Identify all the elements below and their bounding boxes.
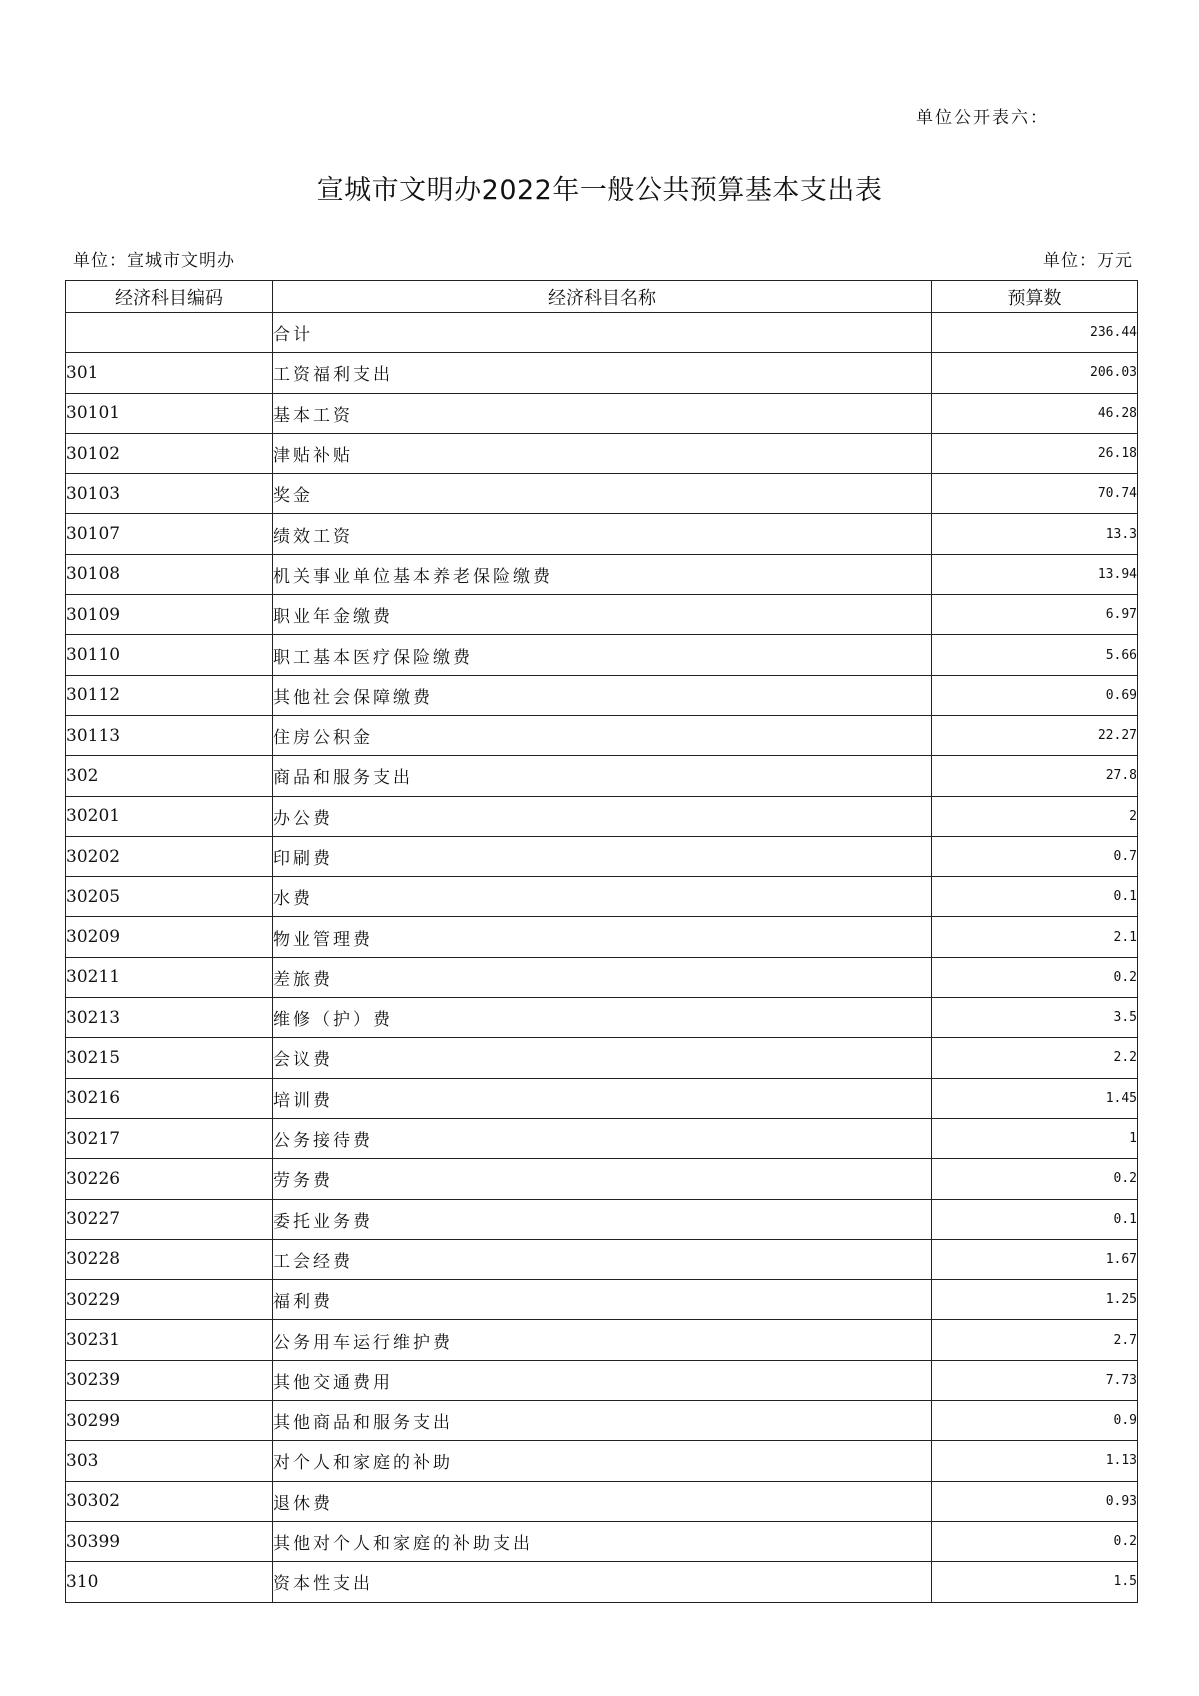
- table-row: [66, 1159, 1138, 1199]
- unit-organization: 单位：宣城市文明办: [73, 251, 235, 271]
- cell-name: 职工基本医疗保险缴费: [273, 635, 932, 675]
- cell-amount: 1.67: [932, 1239, 1138, 1279]
- cell-amount: 70.74: [932, 474, 1138, 514]
- cell-code: 30110: [66, 635, 273, 675]
- cell-amount: 13.94: [932, 554, 1138, 594]
- unit-currency: 单位：万元: [1043, 251, 1133, 271]
- cell-name: 公务接待费: [273, 1118, 932, 1158]
- cell-code: 30102: [66, 433, 273, 473]
- table-row: [66, 1562, 1138, 1602]
- table-row: [66, 1441, 1138, 1481]
- cell-name: 办公费: [273, 796, 932, 836]
- cell-amount: 5.66: [932, 635, 1138, 675]
- cell-amount: 2.2: [932, 1038, 1138, 1078]
- table-row: [66, 675, 1138, 715]
- cell-code: 30109: [66, 595, 273, 635]
- cell-amount: 1: [932, 1118, 1138, 1158]
- cell-name: 基本工资: [273, 393, 932, 433]
- cell-name: 水费: [273, 877, 932, 917]
- cell-amount: 0.9: [932, 1401, 1138, 1441]
- cell-amount: 0.1: [932, 877, 1138, 917]
- cell-name: 差旅费: [273, 957, 932, 997]
- cell-code: 30101: [66, 393, 273, 433]
- cell-amount: 46.28: [932, 393, 1138, 433]
- cell-code: 30103: [66, 474, 273, 514]
- cell-amount: 7.73: [932, 1360, 1138, 1400]
- table-row: [66, 836, 1138, 876]
- table-row: [66, 1401, 1138, 1441]
- cell-amount: 0.1: [932, 1199, 1138, 1239]
- cell-code: 30112: [66, 675, 273, 715]
- cell-code: 30299: [66, 1401, 273, 1441]
- table-row: [66, 313, 1138, 353]
- column-header-amount: 预算数: [932, 281, 1138, 313]
- cell-code: 30227: [66, 1199, 273, 1239]
- cell-amount: 236.44: [932, 313, 1138, 353]
- cell-name: 其他交通费用: [273, 1360, 932, 1400]
- cell-code: 30239: [66, 1360, 273, 1400]
- budget-table: [65, 280, 1138, 1603]
- table-row: [66, 1521, 1138, 1561]
- cell-amount: 0.2: [932, 1159, 1138, 1199]
- cell-code: 302: [66, 756, 273, 796]
- table-row: [66, 1038, 1138, 1078]
- cell-code: 30209: [66, 917, 273, 957]
- column-header-name: 经济科目名称: [273, 281, 932, 313]
- cell-code: 30216: [66, 1078, 273, 1118]
- cell-code: 30108: [66, 554, 273, 594]
- table-row: [66, 595, 1138, 635]
- cell-amount: 206.03: [932, 353, 1138, 393]
- cell-name: 资本性支出: [273, 1562, 932, 1602]
- table-row: [66, 554, 1138, 594]
- cell-name: 劳务费: [273, 1159, 932, 1199]
- table-row: [66, 917, 1138, 957]
- cell-amount: 0.7: [932, 836, 1138, 876]
- cell-name: 其他社会保障缴费: [273, 675, 932, 715]
- table-row: [66, 1118, 1138, 1158]
- cell-code: 30205: [66, 877, 273, 917]
- cell-amount: 2.7: [932, 1320, 1138, 1360]
- table-row: [66, 796, 1138, 836]
- cell-code: 30399: [66, 1521, 273, 1561]
- cell-amount: 1.13: [932, 1441, 1138, 1481]
- cell-name: 印刷费: [273, 836, 932, 876]
- cell-code: 301: [66, 353, 273, 393]
- cell-name: 合计: [273, 313, 932, 353]
- table-body: [66, 313, 1138, 1603]
- cell-amount: 2.1: [932, 917, 1138, 957]
- column-header-code: 经济科目编码: [66, 281, 273, 313]
- table-row: [66, 514, 1138, 554]
- cell-name: 其他对个人和家庭的补助支出: [273, 1521, 932, 1561]
- cell-code: 30107: [66, 514, 273, 554]
- cell-name: 奖金: [273, 474, 932, 514]
- cell-name: 培训费: [273, 1078, 932, 1118]
- table-row: [66, 1199, 1138, 1239]
- cell-code: 30211: [66, 957, 273, 997]
- cell-code: 30217: [66, 1118, 273, 1158]
- cell-name: 工资福利支出: [273, 353, 932, 393]
- table-row: [66, 635, 1138, 675]
- cell-name: 物业管理费: [273, 917, 932, 957]
- cell-code: 30213: [66, 998, 273, 1038]
- cell-amount: 26.18: [932, 433, 1138, 473]
- cell-code: 30302: [66, 1481, 273, 1521]
- cell-amount: 1.25: [932, 1280, 1138, 1320]
- table-row: [66, 715, 1138, 755]
- table-number-label: 单位公开表六：: [916, 108, 1049, 128]
- cell-name: 维修（护）费: [273, 998, 932, 1038]
- cell-name: 委托业务费: [273, 1199, 932, 1239]
- cell-name: 绩效工资: [273, 514, 932, 554]
- cell-name: 退休费: [273, 1481, 932, 1521]
- table-row: [66, 1078, 1138, 1118]
- cell-name: 福利费: [273, 1280, 932, 1320]
- cell-name: 津贴补贴: [273, 433, 932, 473]
- cell-amount: 13.3: [932, 514, 1138, 554]
- cell-name: 工会经费: [273, 1239, 932, 1279]
- cell-code: 303: [66, 1441, 273, 1481]
- cell-name: 机关事业单位基本养老保险缴费: [273, 554, 932, 594]
- table-row: [66, 1239, 1138, 1279]
- table-row: [66, 877, 1138, 917]
- table-row: [66, 474, 1138, 514]
- cell-amount: 1.5: [932, 1562, 1138, 1602]
- table-row: [66, 957, 1138, 997]
- cell-name: 公务用车运行维护费: [273, 1320, 932, 1360]
- cell-code: 30215: [66, 1038, 273, 1078]
- cell-amount: 6.97: [932, 595, 1138, 635]
- cell-name: 住房公积金: [273, 715, 932, 755]
- cell-code: 30229: [66, 1280, 273, 1320]
- cell-amount: 0.69: [932, 675, 1138, 715]
- cell-amount: 27.8: [932, 756, 1138, 796]
- table-row: [66, 1320, 1138, 1360]
- table-row: [66, 998, 1138, 1038]
- table-row: [66, 353, 1138, 393]
- cell-name: 其他商品和服务支出: [273, 1401, 932, 1441]
- cell-code: [66, 313, 273, 353]
- cell-amount: 0.2: [932, 1521, 1138, 1561]
- cell-amount: 22.27: [932, 715, 1138, 755]
- cell-code: 30228: [66, 1239, 273, 1279]
- cell-amount: 0.2: [932, 957, 1138, 997]
- cell-name: 商品和服务支出: [273, 756, 932, 796]
- cell-code: 30201: [66, 796, 273, 836]
- cell-code: 30113: [66, 715, 273, 755]
- table-row: [66, 433, 1138, 473]
- cell-amount: 2: [932, 796, 1138, 836]
- table-row: [66, 1280, 1138, 1320]
- cell-amount: 3.5: [932, 998, 1138, 1038]
- table-header-row: [66, 281, 1138, 313]
- cell-name: 会议费: [273, 1038, 932, 1078]
- table-row: [66, 756, 1138, 796]
- cell-name: 对个人和家庭的补助: [273, 1441, 932, 1481]
- cell-amount: 0.93: [932, 1481, 1138, 1521]
- table-row: [66, 393, 1138, 433]
- cell-amount: 1.45: [932, 1078, 1138, 1118]
- table-row: [66, 1481, 1138, 1521]
- cell-code: 30226: [66, 1159, 273, 1199]
- cell-name: 职业年金缴费: [273, 595, 932, 635]
- cell-code: 30231: [66, 1320, 273, 1360]
- table-row: [66, 1360, 1138, 1400]
- cell-code: 310: [66, 1562, 273, 1602]
- page-title: 宣城市文明办2022年一般公共预算基本支出表: [316, 175, 883, 206]
- cell-code: 30202: [66, 836, 273, 876]
